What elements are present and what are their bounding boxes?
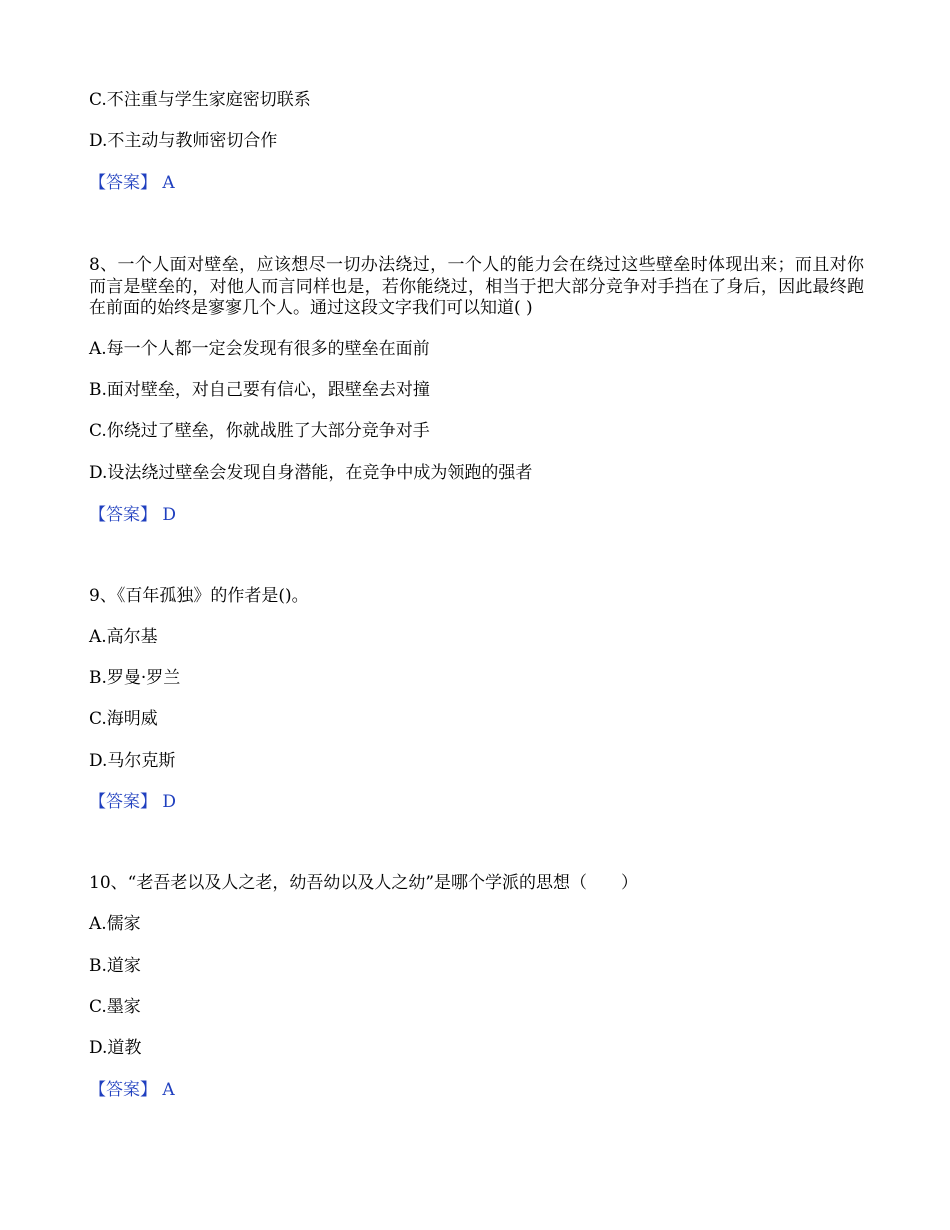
question-8-stem: 8、一个人面对壁垒，应该想尽一切办法绕过，一个人的能力会在绕过这些壁垒时体现出来；而且对你而言是壁垒的，对他人而言同样也是，若你能绕过，相当于把大部分竞争对手挡在了身后，因此最终跑在前面的始终是寥寥几个人。通过这段文字我们可以知道( )	[89, 255, 864, 318]
answer-label: 【答案】	[89, 173, 157, 193]
question-9-stem: 9、《百年孤独》的作者是()。	[89, 586, 309, 606]
question-8-option-d: D.设法绕过壁垒会发现自身潜能，在竞争中成为领跑的强者	[89, 463, 533, 483]
question-10-option-c: C.墨家	[89, 997, 141, 1017]
question-8-option-b: B.面对壁垒，对自己要有信心，跟壁垒去对撞	[89, 380, 430, 400]
answer-value: A	[162, 173, 175, 193]
question-8-option-a: A.每一个人都一定会发现有很多的壁垒在面前	[89, 339, 430, 359]
answer-label: 【答案】	[89, 505, 157, 525]
answer-value: D	[162, 792, 177, 812]
question-9-answer	[89, 792, 176, 813]
question-9-option-b: B.罗曼·罗兰	[89, 668, 181, 688]
question-10-option-b: B.道家	[89, 956, 141, 976]
question-10-option-a: A.儒家	[89, 914, 141, 934]
answer-value: A	[162, 1080, 175, 1100]
answer-label: 【答案】	[89, 1080, 157, 1100]
question-9-option-d: D.马尔克斯	[89, 751, 176, 771]
question-8-answer	[89, 505, 176, 526]
option-d: D.不主动与教师密切合作	[89, 131, 278, 151]
question-10-stem: 10、“老吾老以及人之老，幼吾幼以及人之幼”是哪个学派的思想（ ）	[89, 873, 639, 893]
option-c: C.不注重与学生家庭密切联系	[89, 90, 311, 110]
answer-label: 【答案】	[89, 792, 157, 812]
question-8-option-c: C.你绕过了壁垒，你就战胜了大部分竞争对手	[89, 421, 430, 441]
question-9-option-c: C.海明威	[89, 709, 158, 729]
answer-value: D	[162, 505, 177, 525]
answer-line	[89, 173, 175, 194]
question-9-option-a: A.高尔基	[89, 627, 158, 647]
question-10-option-d: D.道教	[89, 1038, 142, 1058]
question-10-answer	[89, 1080, 175, 1101]
